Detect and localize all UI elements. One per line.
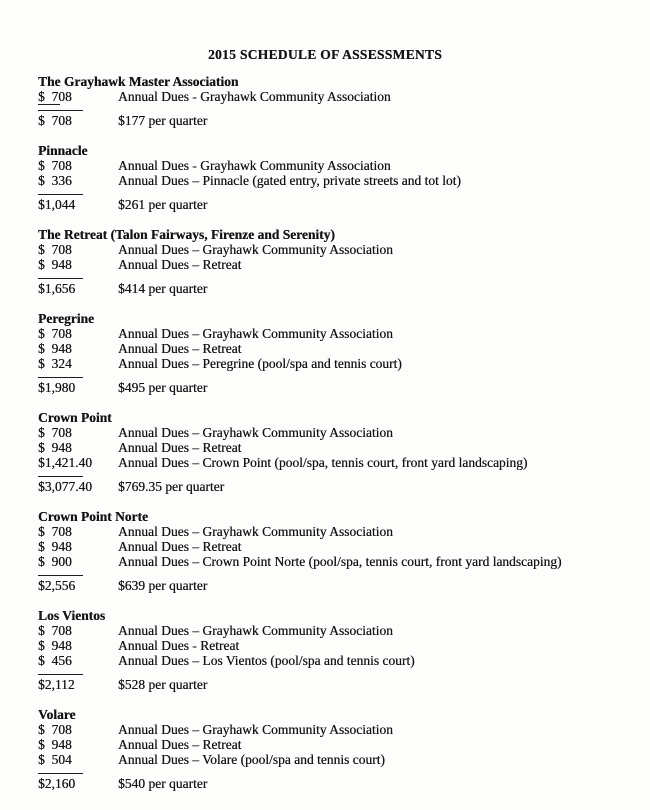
dues-description: Annual Dues – Retreat: [118, 440, 242, 455]
dues-description: Annual Dues – Retreat: [118, 257, 242, 272]
sum-rule: [38, 194, 83, 195]
dues-row: [38, 539, 630, 554]
item-underline: [38, 104, 60, 105]
section-heading: Volare: [38, 707, 76, 722]
dues-row: [38, 173, 630, 188]
total-amount: $1,656: [38, 281, 76, 296]
dues-row: [38, 440, 630, 455]
dues-amount: $ 708: [38, 242, 72, 257]
dues-row: [38, 638, 630, 653]
dues-amount: $ 708: [38, 524, 72, 539]
dues-amount: $ 708: [38, 425, 72, 440]
dues-row: [38, 722, 630, 737]
dues-description: Annual Dues – Pinnacle (gated entry, private streets and tot lot): [118, 173, 461, 188]
section-grayhawk-master: [38, 74, 630, 128]
dues-amount: $ 708: [38, 623, 72, 638]
dues-description: Annual Dues – Grayhawk Community Association: [118, 623, 393, 638]
dues-row: [38, 752, 630, 767]
section-heading: Crown Point Norte: [38, 509, 148, 524]
total-row: [38, 776, 630, 791]
quarterly-rate: $769.35 per quarter: [118, 479, 225, 494]
total-amount: $1,980: [38, 380, 76, 395]
schedule-content: [0, 74, 650, 791]
dues-row: [38, 326, 630, 341]
dues-row: [38, 89, 630, 104]
dues-description: Annual Dues – Los Vientos (pool/spa and tennis court): [118, 653, 415, 668]
dues-description: Annual Dues – Peregrine (pool/spa and tennis court): [118, 356, 402, 371]
quarterly-rate: $639 per quarter: [118, 578, 208, 593]
dues-description: Annual Dues - Retreat: [118, 638, 240, 653]
dues-description: Annual Dues – Grayhawk Community Association: [118, 326, 393, 341]
dues-description: Annual Dues – Crown Point Norte (pool/spa, tennis court, front yard landscaping): [118, 554, 562, 569]
quarterly-rate: $528 per quarter: [118, 677, 208, 692]
sum-rule: [38, 278, 83, 279]
dues-description: Annual Dues - Grayhawk Community Association: [118, 158, 391, 173]
section-retreat: [38, 227, 630, 296]
total-row: [38, 380, 630, 395]
section-heading: The Retreat (Talon Fairways, Firenze and Serenity): [38, 227, 335, 242]
quarterly-rate: $414 per quarter: [118, 281, 208, 296]
dues-amount: $ 900: [38, 554, 72, 569]
section-heading: Peregrine: [38, 311, 94, 326]
total-row: [38, 578, 630, 593]
dues-row: [38, 524, 630, 539]
dues-description: Annual Dues - Grayhawk Community Association: [118, 89, 391, 104]
section-crown-point-norte: [38, 509, 630, 593]
dues-amount: $1,421.40: [38, 455, 92, 470]
section-heading: Pinnacle: [38, 143, 88, 158]
total-row: [38, 197, 630, 212]
section-peregrine: [38, 311, 630, 395]
dues-description: Annual Dues – Crown Point (pool/spa, tennis court, front yard landscaping): [118, 455, 528, 470]
dues-description: Annual Dues – Retreat: [118, 539, 242, 554]
dues-amount: $ 948: [38, 737, 72, 752]
dues-amount: $ 948: [38, 257, 72, 272]
section-los-vientos: [38, 608, 630, 692]
dues-amount: $ 456: [38, 653, 72, 668]
sum-rule: [38, 110, 83, 111]
dues-row: [38, 341, 630, 356]
dues-amount: $ 708: [38, 158, 72, 173]
dues-row: [38, 257, 630, 272]
section-heading: Crown Point: [38, 410, 112, 425]
quarterly-rate: $540 per quarter: [118, 776, 208, 791]
dues-row: [38, 356, 630, 371]
dues-amount: $ 336: [38, 173, 72, 188]
total-amount: $2,160: [38, 776, 76, 791]
sum-rule: [38, 377, 83, 378]
total-amount: $2,556: [38, 578, 76, 593]
dues-row: [38, 737, 630, 752]
dues-amount: $ 504: [38, 752, 72, 767]
dues-description: Annual Dues – Volare (pool/spa and tennis court): [118, 752, 385, 767]
dues-row: [38, 425, 630, 440]
dues-amount: $ 708: [38, 326, 72, 341]
dues-description: Annual Dues – Grayhawk Community Association: [118, 425, 393, 440]
section-heading: The Grayhawk Master Association: [38, 74, 239, 89]
total-amount: $ 708: [38, 113, 72, 128]
total-amount: $1,044: [38, 197, 76, 212]
dues-amount: $ 948: [38, 539, 72, 554]
dues-description: Annual Dues – Grayhawk Community Association: [118, 722, 393, 737]
quarterly-rate: $261 per quarter: [118, 197, 208, 212]
dues-amount: $ 708: [38, 722, 72, 737]
sum-rule: [38, 575, 83, 576]
sum-rule: [38, 674, 83, 675]
quarterly-rate: $495 per quarter: [118, 380, 208, 395]
page-title: 2015 SCHEDULE OF ASSESSMENTS: [207, 47, 443, 62]
dues-row: [38, 623, 630, 638]
section-volare: [38, 707, 630, 791]
dues-description: Annual Dues – Grayhawk Community Association: [118, 242, 393, 257]
dues-amount: $ 324: [38, 356, 72, 371]
section-crown-point: [38, 410, 630, 494]
total-amount: $3,077.40: [38, 479, 92, 494]
dues-description: Annual Dues – Grayhawk Community Association: [118, 524, 393, 539]
dues-amount: $ 948: [38, 440, 72, 455]
total-row: [38, 281, 630, 296]
total-amount: $2,112: [38, 677, 75, 692]
dues-description: Annual Dues – Retreat: [118, 737, 242, 752]
dues-amount: $ 708: [38, 89, 72, 104]
dues-row: [38, 554, 630, 569]
dues-amount: $ 948: [38, 638, 72, 653]
dues-description: Annual Dues – Retreat: [118, 341, 242, 356]
total-row: [38, 113, 630, 128]
total-row: [38, 479, 630, 494]
dues-amount: $ 948: [38, 341, 72, 356]
sum-rule: [38, 476, 83, 477]
total-row: [38, 677, 630, 692]
dues-row: [38, 242, 630, 257]
dues-row: [38, 455, 630, 470]
section-pinnacle: [38, 143, 630, 212]
quarterly-rate: $177 per quarter: [118, 113, 208, 128]
section-heading: Los Vientos: [38, 608, 106, 623]
sum-rule: [38, 773, 83, 774]
dues-row: [38, 653, 630, 668]
dues-row: [38, 158, 630, 173]
